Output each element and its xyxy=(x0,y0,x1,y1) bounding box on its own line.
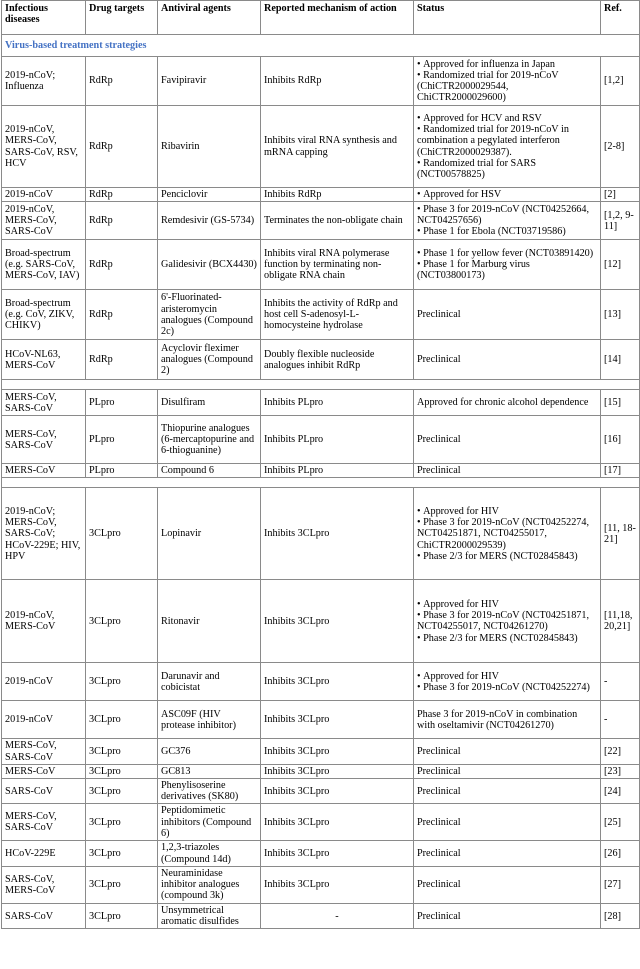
agent-cell: GC376 xyxy=(158,739,261,764)
target-cell: RdRp xyxy=(86,340,158,380)
disease-cell: MERS-CoV, SARS-CoV xyxy=(2,804,86,841)
target-cell: 3CLpro xyxy=(86,739,158,764)
disease-cell: 2019-nCoV, MERS-CoV, SARS-CoV xyxy=(2,202,86,240)
mechanism-cell: Inhibits 3CLpro xyxy=(261,580,414,663)
table-row xyxy=(2,188,640,202)
disease-cell: SARS-CoV, MERS-CoV xyxy=(2,867,86,904)
agent-cell: Disulfiram xyxy=(158,390,261,416)
agent-cell: Ribavirin xyxy=(158,106,261,188)
section-row xyxy=(2,35,640,57)
mechanism-cell: Inhibits 3CLpro xyxy=(261,663,414,701)
target-cell: 3CLpro xyxy=(86,779,158,804)
target-cell: PLpro xyxy=(86,390,158,416)
ref-cell: [14] xyxy=(601,340,640,380)
ref-cell: [24] xyxy=(601,779,640,804)
table-row xyxy=(2,580,640,663)
target-cell: RdRp xyxy=(86,57,158,106)
status-cell xyxy=(414,701,601,739)
ref-cell: [26] xyxy=(601,841,640,867)
status-cell xyxy=(414,739,601,764)
mechanism-cell: Inhibits the activity of RdRp and host cell S-adenosyl-L-homocysteine hydrolase xyxy=(261,290,414,340)
target-cell: PLpro xyxy=(86,416,158,464)
agent-cell: Neuraminidase inhibitor analogues (compound 3k) xyxy=(158,867,261,904)
status-item: Preclinical xyxy=(417,785,461,797)
agent-cell: Thiopurine analogues (6-mercaptopurine and 6-thioguanine) xyxy=(158,416,261,464)
mechanism-cell: Inhibits 3CLpro xyxy=(261,488,414,580)
status-item: Preclinical xyxy=(417,309,461,321)
table-row xyxy=(2,106,640,188)
disease-cell: 2019-nCoV; MERS-CoV, SARS-CoV; HCoV-229E; HIV, HPV xyxy=(2,488,86,580)
ref-cell: [25] xyxy=(601,804,640,841)
status-item: • Approved for HIV xyxy=(417,506,597,517)
ref-cell: [27] xyxy=(601,867,640,904)
status-cell xyxy=(414,57,601,106)
agent-cell: ASC09F (HIV protease inhibitor) xyxy=(158,701,261,739)
status-cell xyxy=(414,464,601,478)
mechanism-cell: Inhibits PLpro xyxy=(261,390,414,416)
status-item: • Phase 3 for 2019-nCoV (NCT04252664, NCT04257656) xyxy=(417,204,597,226)
status-cell xyxy=(414,488,601,580)
disease-cell: 2019-nCoV xyxy=(2,663,86,701)
status-item: • Phase 3 for 2019-nCoV (NCT04251871, NCT04255017, NCT04261270) xyxy=(417,610,597,632)
agent-cell: GC813 xyxy=(158,764,261,778)
status-cell xyxy=(414,779,601,804)
table-row xyxy=(2,202,640,240)
target-cell: 3CLpro xyxy=(86,580,158,663)
disease-cell: MERS-CoV, SARS-CoV xyxy=(2,739,86,764)
status-cell xyxy=(414,841,601,867)
status-item: Preclinical xyxy=(417,879,461,891)
status-item: Preclinical xyxy=(417,816,461,828)
target-cell: 3CLpro xyxy=(86,663,158,701)
disease-cell: 2019-nCoV xyxy=(2,701,86,739)
status-item: Phase 3 for 2019-nCoV in combination with oseltamivir (NCT04261270) xyxy=(417,708,578,731)
mechanism-cell: Inhibits 3CLpro xyxy=(261,764,414,778)
disease-cell: HCoV-NL63, MERS-CoV xyxy=(2,340,86,380)
agent-cell: Galidesivir (BCX4430) xyxy=(158,240,261,290)
disease-cell: MERS-CoV xyxy=(2,464,86,478)
disease-cell: MERS-CoV, SARS-CoV xyxy=(2,416,86,464)
header-status: Status xyxy=(414,1,601,35)
table-row xyxy=(2,764,640,778)
mechanism-cell: - xyxy=(261,903,414,928)
agent-cell: Darunavir and cobicistat xyxy=(158,663,261,701)
table-row xyxy=(2,57,640,106)
disease-cell: 2019-nCoV xyxy=(2,188,86,202)
agent-cell: Favipiravir xyxy=(158,57,261,106)
status-item: • Randomized trial for 2019-nCoV in combination a pegylated interferon (ChiCTR2000029387). xyxy=(417,124,597,158)
table-row xyxy=(2,416,640,464)
status-item: • Approved for HSV xyxy=(417,189,597,200)
agent-cell: Phenylisoserine derivatives (SK80) xyxy=(158,779,261,804)
target-cell: RdRp xyxy=(86,188,158,202)
ref-cell: [16] xyxy=(601,416,640,464)
status-cell xyxy=(414,106,601,188)
agent-cell: 1,2,3-triazoles (Compound 14d) xyxy=(158,841,261,867)
status-item: • Phase 1 for Marburg virus (NCT03800173) xyxy=(417,259,597,281)
ref-cell: - xyxy=(601,663,640,701)
mechanism-cell: Inhibits 3CLpro xyxy=(261,804,414,841)
disease-cell: SARS-CoV xyxy=(2,903,86,928)
table-row xyxy=(2,290,640,340)
status-item: • Phase 2/3 for MERS (NCT02845843) xyxy=(417,633,597,644)
header-agents: Antiviral agents xyxy=(158,1,261,35)
status-cell xyxy=(414,340,601,380)
mechanism-cell: Inhibits viral RNA synthesis and mRNA capping xyxy=(261,106,414,188)
mechanism-cell: Inhibits RdRp xyxy=(261,188,414,202)
status-cell xyxy=(414,390,601,416)
ref-cell: [2-8] xyxy=(601,106,640,188)
status-item: Preclinical xyxy=(417,847,461,859)
target-cell: RdRp xyxy=(86,202,158,240)
target-cell: 3CLpro xyxy=(86,701,158,739)
agent-cell: 6'-Fluorinated-aristeromycin analogues (Compound 2c) xyxy=(158,290,261,340)
ref-cell: - xyxy=(601,701,640,739)
status-cell xyxy=(414,663,601,701)
table-row xyxy=(2,804,640,841)
table-row xyxy=(2,841,640,867)
mechanism-cell: Inhibits PLpro xyxy=(261,416,414,464)
mechanism-cell: Inhibits 3CLpro xyxy=(261,779,414,804)
agent-cell: Unsymmetrical aromatic disulfides xyxy=(158,903,261,928)
target-cell: 3CLpro xyxy=(86,841,158,867)
agent-cell: Compound 6 xyxy=(158,464,261,478)
ref-cell: [1,2, 9-11] xyxy=(601,202,640,240)
status-cell xyxy=(414,240,601,290)
status-item: • Phase 2/3 for MERS (NCT02845843) xyxy=(417,551,597,562)
agent-cell: Acyclovir fleximer analogues (Compound 2) xyxy=(158,340,261,380)
status-cell xyxy=(414,804,601,841)
mechanism-cell: Inhibits viral RNA polymerase function by terminating non-obligate RNA chain xyxy=(261,240,414,290)
table-row xyxy=(2,663,640,701)
table-row xyxy=(2,779,640,804)
mechanism-cell: Inhibits 3CLpro xyxy=(261,701,414,739)
status-item: • Approved for HIV xyxy=(417,671,597,682)
status-item: Approved for chronic alcohol dependence xyxy=(417,397,589,409)
status-cell xyxy=(414,903,601,928)
ref-cell: [22] xyxy=(601,739,640,764)
disease-cell: 2019-nCoV, MERS-CoV xyxy=(2,580,86,663)
table-row xyxy=(2,340,640,380)
mechanism-cell: Inhibits RdRp xyxy=(261,57,414,106)
ref-cell: [1,2] xyxy=(601,57,640,106)
spacer-row xyxy=(2,380,640,390)
header-targets: Drug targets xyxy=(86,1,158,35)
ref-cell: [28] xyxy=(601,903,640,928)
table-row xyxy=(2,464,640,478)
status-cell xyxy=(414,580,601,663)
disease-cell: 2019-nCoV; Influenza xyxy=(2,57,86,106)
spacer-cell xyxy=(2,380,640,390)
target-cell: 3CLpro xyxy=(86,804,158,841)
ref-cell: [11,18, 20,21] xyxy=(601,580,640,663)
disease-cell: SARS-CoV xyxy=(2,779,86,804)
agent-cell: Remdesivir (GS-5734) xyxy=(158,202,261,240)
table-row xyxy=(2,867,640,904)
target-cell: RdRp xyxy=(86,290,158,340)
status-item: Preclinical xyxy=(417,910,461,922)
status-cell xyxy=(414,416,601,464)
target-cell: 3CLpro xyxy=(86,764,158,778)
table-row xyxy=(2,903,640,928)
mechanism-cell: Terminates the non-obligate chain xyxy=(261,202,414,240)
status-item: • Randomized trial for SARS (NCT00578825) xyxy=(417,158,597,180)
disease-cell: MERS-CoV xyxy=(2,764,86,778)
ref-cell: [13] xyxy=(601,290,640,340)
target-cell: PLpro xyxy=(86,464,158,478)
mechanism-cell: Inhibits PLpro xyxy=(261,464,414,478)
header-ref: Ref. xyxy=(601,1,640,35)
table-row xyxy=(2,488,640,580)
header-mechanism: Reported mechanism of action xyxy=(261,1,414,35)
ref-cell: [17] xyxy=(601,464,640,478)
table-row xyxy=(2,240,640,290)
status-item: Preclinical xyxy=(417,746,461,757)
status-item: Preclinical xyxy=(417,465,461,477)
status-item: • Phase 3 for 2019-nCoV (NCT04252274, NCT04251871, NCT04255017, ChiCTR2000029539) xyxy=(417,517,597,551)
agent-cell: Penciclovir xyxy=(158,188,261,202)
disease-cell: Broad-spectrum (e.g. SARS-CoV, MERS-CoV, IAV) xyxy=(2,240,86,290)
status-cell xyxy=(414,867,601,904)
target-cell: 3CLpro xyxy=(86,867,158,904)
mechanism-cell: Doubly flexible nucleoside analogues inhibit RdRp xyxy=(261,340,414,380)
ref-cell: [15] xyxy=(601,390,640,416)
agent-cell: Ritonavir xyxy=(158,580,261,663)
target-cell: RdRp xyxy=(86,240,158,290)
status-item: • Phase 1 for yellow fever (NCT03891420) xyxy=(417,248,597,259)
status-item: • Approved for HCV and RSV xyxy=(417,113,597,124)
mechanism-cell: Inhibits 3CLpro xyxy=(261,739,414,764)
ref-cell: [11, 18-21] xyxy=(601,488,640,580)
spacer-row xyxy=(2,478,640,488)
status-cell xyxy=(414,188,601,202)
header-diseases: Infectious diseases xyxy=(2,1,86,35)
agent-cell: Peptidomimetic inhibitors (Compound 6) xyxy=(158,804,261,841)
ref-cell: [2] xyxy=(601,188,640,202)
status-cell xyxy=(414,290,601,340)
status-item: • Phase 1 for Ebola (NCT03719586) xyxy=(417,226,597,237)
status-item: • Randomized trial for 2019-nCoV (ChiCTR2000029544, ChiCTR2000029600) xyxy=(417,70,597,104)
status-item: • Approved for HIV xyxy=(417,599,597,610)
status-item: • Approved for influenza in Japan xyxy=(417,59,597,70)
target-cell: 3CLpro xyxy=(86,488,158,580)
status-cell xyxy=(414,202,601,240)
status-item: Preclinical xyxy=(417,354,461,366)
disease-cell: 2019-nCoV, MERS-CoV, SARS-CoV, RSV, HCV xyxy=(2,106,86,188)
agent-cell: Lopinavir xyxy=(158,488,261,580)
disease-cell: HCoV-229E xyxy=(2,841,86,867)
status-item: Preclinical xyxy=(417,434,461,446)
header-row xyxy=(2,1,640,35)
disease-cell: MERS-CoV, SARS-CoV xyxy=(2,390,86,416)
table-row xyxy=(2,739,640,764)
status-cell xyxy=(414,764,601,778)
ref-cell: [12] xyxy=(601,240,640,290)
ref-cell: [23] xyxy=(601,764,640,778)
antiviral-table xyxy=(1,0,640,929)
spacer-cell xyxy=(2,478,640,488)
status-item: • Phase 3 for 2019-nCoV (NCT04252274) xyxy=(417,682,597,693)
disease-cell: Broad-spectrum (e.g. CoV, ZIKV, CHIKV) xyxy=(2,290,86,340)
section-title: Virus-based treatment strategies xyxy=(2,35,640,57)
mechanism-cell: Inhibits 3CLpro xyxy=(261,841,414,867)
target-cell: RdRp xyxy=(86,106,158,188)
mechanism-cell: Inhibits 3CLpro xyxy=(261,867,414,904)
target-cell: 3CLpro xyxy=(86,903,158,928)
table-row xyxy=(2,701,640,739)
table-row xyxy=(2,390,640,416)
status-item: Preclinical xyxy=(417,765,461,777)
